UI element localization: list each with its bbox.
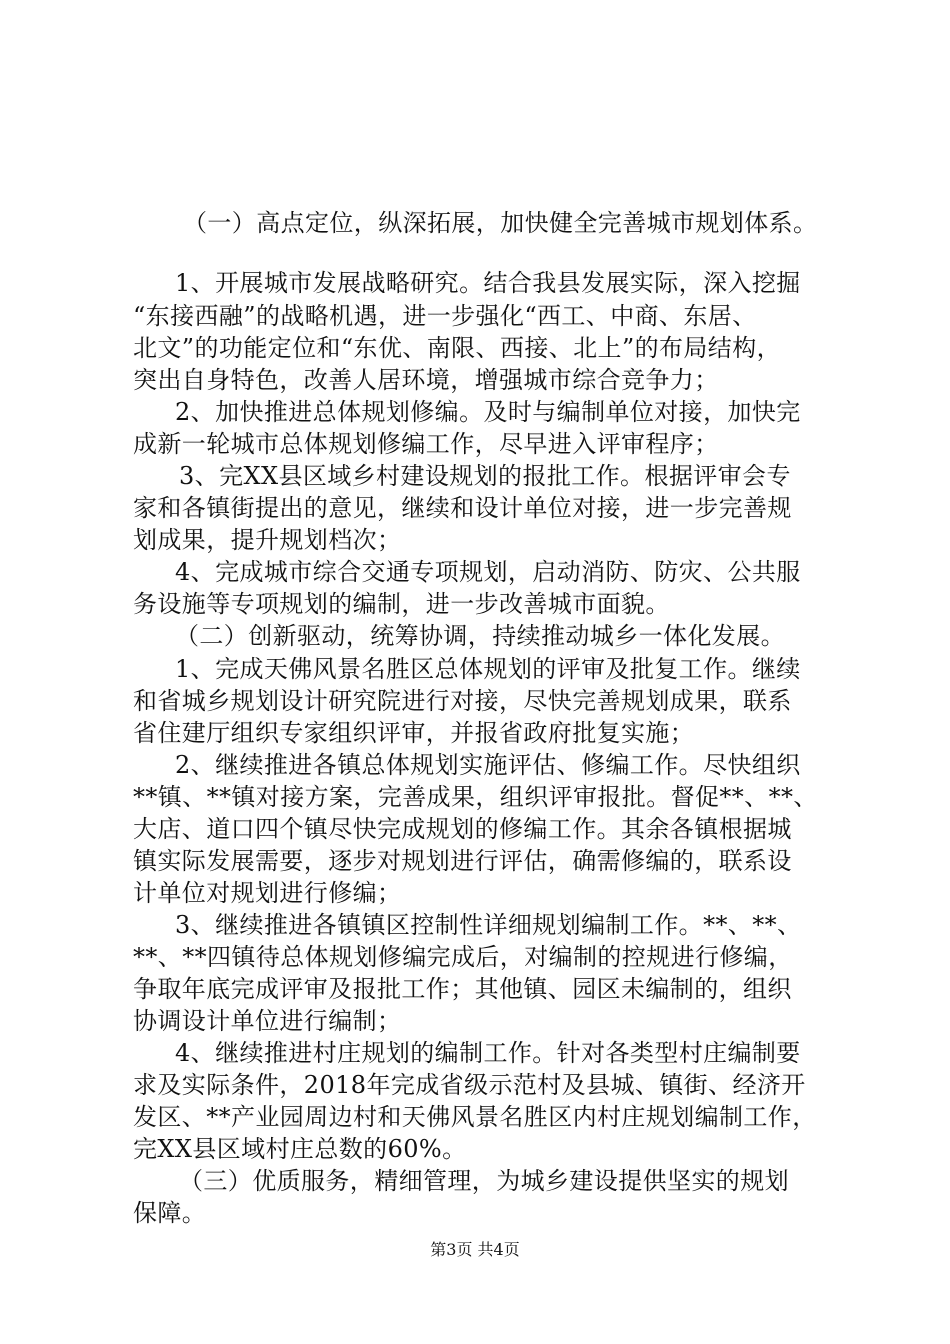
paragraph-line: 镇实际发展需要，逐步对规划进行评估，确需修编的，联系设 [133,847,792,875]
paragraph-line: 发区、**产业园周边村和天佛风景名胜区内村庄规划编制工作， [133,1103,817,1131]
paragraph-line: 协调设计单位进行编制； [133,1007,402,1035]
paragraph-line: 2、加快推进总体规划修编。及时与编制单位对接，加快完 [175,398,801,426]
paragraph-line: 争取年底完成评审及报批工作；其他镇、园区未编制的，组织 [133,975,792,1003]
paragraph-line: 1、完成天佛风景名胜区总体规划的评审及批复工作。继续 [175,655,801,683]
paragraph-line: 2、继续推进各镇总体规划实施评估、修编工作。尽快组织 [175,751,801,779]
paragraph-line: 1、开展城市发展战略研究。结合我县发展实际，深入挖掘 [175,269,801,297]
section-heading-2: （二）创新驱动，统筹协调，持续推动城乡一体化发展。 [175,622,785,650]
paragraph-line: 省住建厅组织专家组织评审，并报省政府批复实施； [133,719,695,747]
paragraph-line: 4、继续推进村庄规划的编制工作。针对各类型村庄编制要 [175,1039,801,1067]
paragraph-line: 北文”的功能定位和“东优、南限、西接、北上”的布局结构， [133,334,782,362]
paragraph-line: 大店、道口四个镇尽快完成规划的修编工作。其余各镇根据城 [133,815,792,843]
paragraph-line: **、**四镇待总体规划修编完成后，对编制的控规进行修编， [133,943,793,971]
paragraph-line: 3、完XX县区域乡村建设规划的报批工作。根据评审会专 [179,462,791,490]
paragraph-line: 3、继续推进各镇镇区控制性详细规划编制工作。**、**、 [175,911,802,939]
page-number-footer: 第3页 共4页 [430,1240,520,1259]
paragraph-line: 和省城乡规划设计研究院进行对接，尽快完善规划成果，联系 [133,687,792,715]
paragraph-line: **镇、**镇对接方案，完善成果，组织评审报批。督促**、**、 [133,783,818,811]
section-heading-3: （三）优质服务，精细管理，为城乡建设提供坚实的规划 [179,1167,789,1195]
paragraph-line: 4、完成城市综合交通专项规划，启动消防、防灾、公共服 [175,558,801,586]
paragraph-line: 成新一轮城市总体规划修编工作，尽早进入评审程序； [133,430,719,458]
paragraph-line: 完XX县区域村庄总数的60%。 [133,1135,467,1163]
section-heading-1: （一）高点定位，纵深拓展，加快健全完善城市规划体系。 [183,209,818,237]
paragraph-line: 求及实际条件，2018年完成省级示范村及县城、镇街、经济开 [133,1071,806,1099]
paragraph-line: 划成果，提升规划档次； [133,526,402,554]
paragraph-line: 家和各镇街提出的意见，继续和设计单位对接，进一步完善规 [133,494,792,522]
paragraph-line: 突出自身特色，改善人居环境，增强城市综合竞争力； [133,366,719,394]
paragraph-line: 保障。 [133,1199,207,1227]
paragraph-line: “东接西融”的战略机遇，进一步强化“西工、中商、东居、 [133,302,757,330]
paragraph-line: 计单位对规划进行修编； [133,879,402,907]
paragraph-line: 务设施等专项规划的编制，进一步改善城市面貌。 [133,590,670,618]
